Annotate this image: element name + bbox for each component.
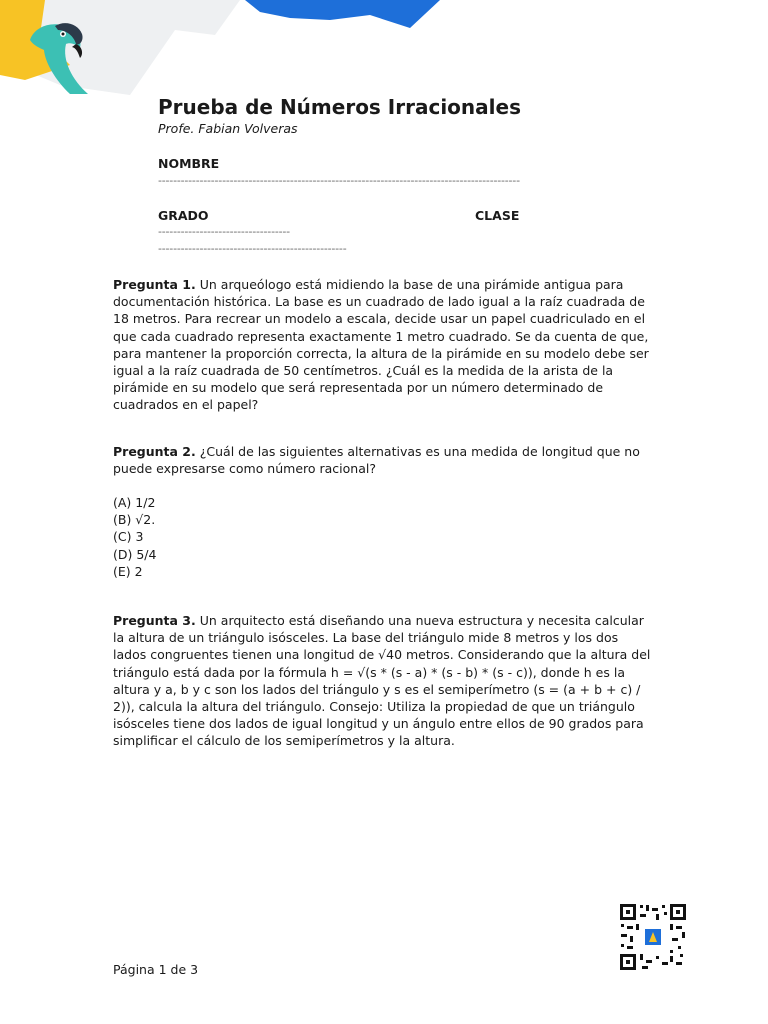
question-label: Pregunta 2. <box>113 444 196 459</box>
question-label: Pregunta 3. <box>113 613 196 628</box>
option-e: (E) 2 <box>113 563 143 579</box>
qr-code-icon <box>618 902 688 972</box>
document-header <box>158 94 658 137</box>
question-2-options <box>113 494 156 580</box>
name-line: ------------------------------------------------------------------------------------------------ <box>158 174 520 187</box>
page-title: Prueba de Números Irracionales <box>158 95 521 119</box>
author: Profe. Fabian Volveras <box>158 121 298 136</box>
question-text: Un arqueólogo está midiendo la base de una pirámide antigua para documentación histórica. La base es un cuadrado de lado igual a la raíz cuadrada de 18 metros. Para recrear un modelo a escala, decide usar un papel cuadriculado en el que cada cuadrado representa exactamente 1 metro cuadrado. Se da cuenta de que, para mantener la proporción correcta, la altura de la pirámide en su modelo debe ser igual a la raíz cuadrada de 50 centímetros. ¿Cuál es la medida de la arista de la pirámide en su modelo que será representada por un número determinado de cuadrados en el papel? <box>113 277 649 413</box>
page-number: Página 1 de 3 <box>113 962 199 977</box>
option-a: (A) 1/2 <box>113 495 156 510</box>
option-b: (B) √2. <box>113 512 156 528</box>
class-line: -------------------------------------------------- <box>158 242 347 255</box>
grade-line: ----------------------------------- <box>158 225 290 238</box>
question-3 <box>113 612 655 750</box>
option-c: (C) 3 <box>113 529 144 545</box>
question-text: ¿Cuál de las siguientes alternativas es una medida de longitud que no puede expresarse como número racional? <box>113 444 640 477</box>
name-field <box>158 156 656 189</box>
question-label: Pregunta 1. <box>113 277 196 292</box>
question-2 <box>113 443 655 477</box>
grade-label: GRADO <box>158 208 209 223</box>
question-text: Un arquitecto está diseñando una nueva estructura y necesita calcular la altura de un triángulo isósceles. La base del triángulo mide 8 metros y los dos lados congruentes tienen una longitud de √40 metros. Considerando que la altura del triángulo está dada por la fórmula h = √(s * (s - a) * (s - b) * (s - c)), donde h es la altura y a, b y c son los lados del triángulo y s es el semiperímetro (s = (a + b + c) / 2)), calcula la altura del triángulo. Consejo: Utiliza la propiedad de que un triángulo isósceles tiene dos lados de igual longitud y un ángulo entre ellos de 90 grados para simplificar el cálculo de los semiperímetros y la altura. <box>113 613 651 749</box>
name-label: NOMBRE <box>158 156 220 171</box>
question-1 <box>113 276 655 414</box>
class-label: CLASE <box>475 208 520 223</box>
option-d: (D) 5/4 <box>113 546 157 562</box>
